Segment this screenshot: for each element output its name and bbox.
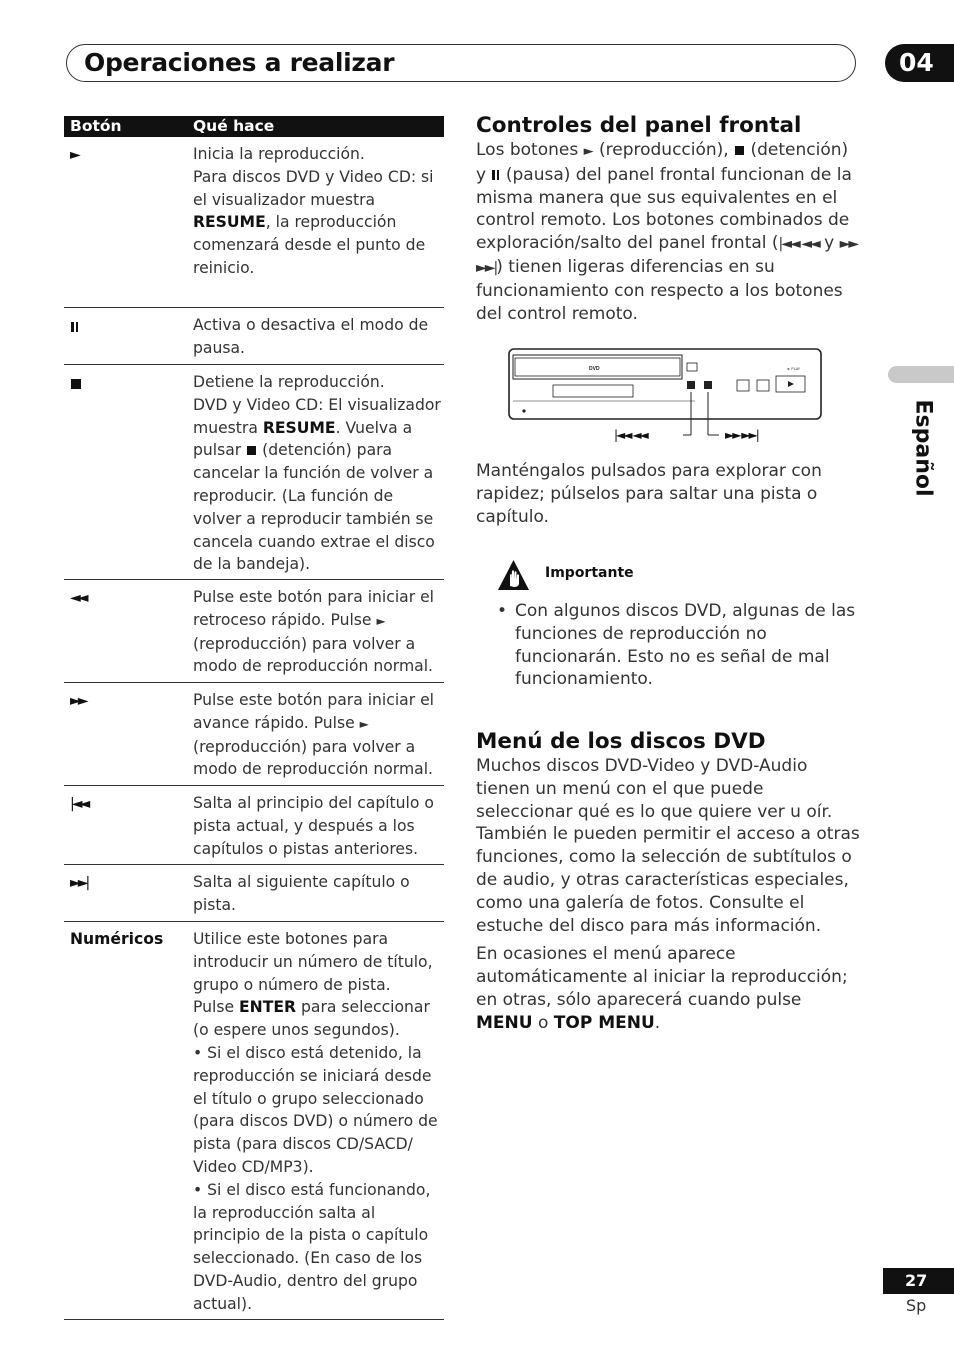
dvd-menu-heading: Menú de los discos DVD bbox=[476, 729, 766, 754]
stop-icon bbox=[70, 374, 82, 397]
reverse-skip-button bbox=[687, 381, 695, 389]
numeric-label: Numéricos bbox=[70, 930, 164, 948]
page-number: 27 bbox=[883, 1268, 954, 1294]
language-code: Sp bbox=[906, 1296, 927, 1315]
fast-forward-symbol: ►► bbox=[70, 693, 86, 709]
row-description: Activa o desactiva el modo de pausa. bbox=[193, 316, 429, 357]
bullet-text: Con algunos discos DVD, algunas de las funciones de reproducción no funcionarán. Esto no es señal de mal funcionamiento. bbox=[515, 601, 856, 690]
dvd-menu-paragraph-2: En ocasiones el menú aparece automáticamente al iniciar la reproducción; en otras, sólo aparecerá cuando pulse MENU o TOP MENU. bbox=[476, 944, 848, 1033]
important-bullet bbox=[497, 600, 861, 691]
front-panel-note: Manténgalos pulsados para explorar con rapidez; púlselos para saltar una pista o capítulo. bbox=[476, 461, 822, 527]
pause-icon bbox=[492, 170, 499, 180]
stop-button bbox=[757, 380, 769, 391]
table-row bbox=[64, 580, 444, 683]
dvd-menu-paragraph-1: Muchos discos DVD-Video y DVD-Audio tienen un menú con el que puede seleccionar qué es lo que quiere ver u oír. También le pueden permitir el acceso a otras funciones, como la selección de subtítulos o de audio, y otras características especiales, como una galería de fotos. Consulte el estuche del disco para más información. bbox=[476, 756, 860, 936]
front-panel-section bbox=[476, 113, 861, 325]
desc-line: Utilice este botones para introducir un número de título, grupo o número de pista. bbox=[193, 930, 433, 994]
desc-line: Inicia la reproducción. bbox=[193, 145, 365, 163]
row-description: Pulse este botón para iniciar el retroceso rápido. Pulse ► (reproducción) para volver a modo de reproducción normal. bbox=[193, 588, 435, 676]
play-symbol: ► bbox=[70, 147, 81, 163]
skip-forward-symbol: ►►| bbox=[70, 875, 88, 891]
column-header-action: Qué hace bbox=[193, 117, 275, 135]
column-header-button: Botón bbox=[70, 117, 122, 135]
row-description: Salta al siguiente capítulo o pista. bbox=[193, 873, 410, 914]
stop-icon bbox=[247, 446, 256, 455]
table-row bbox=[64, 922, 444, 1320]
rewind-symbol: ◄◄ bbox=[70, 590, 86, 606]
table-header bbox=[64, 116, 444, 137]
desc-line: DVD y Video CD: El visualizador muestra RESUME. Vuelva a pulsar (detención) para cancelar la función de volver a reproducir. (La función de volver a reproducir también se cancela cuando extrae el disco de la bandeja). bbox=[193, 395, 441, 574]
pause-icon bbox=[70, 317, 79, 340]
desc-line: Detiene la reproducción. bbox=[193, 373, 385, 391]
front-panel-text: Los botones ► (reproducción), (detención) y (pausa) del panel frontal funcionan de la misma manera que sus equivalentes en el control remoto. Los botones combinados de exploración/salto del panel frontal (|◄◄ ◄◄ y ►► ►►|) tienen ligeras diferencias en su funcionamiento con respecto a los botones del control remoto. bbox=[476, 140, 858, 324]
row-description: Salta al principio del capítulo o pista actual, y después a los capítulos o pistas anteriores. bbox=[193, 794, 434, 858]
table-row bbox=[64, 137, 444, 308]
desc-line: Para discos DVD y Video CD: si el visualizador muestra RESUME, la reproducción comenzará desde el punto de reinicio. bbox=[193, 167, 434, 277]
button-table bbox=[64, 116, 444, 1320]
table-row bbox=[64, 308, 444, 365]
desc-line: • Si el disco está detenido, la reproducción se iniciará desde el título o grupo seleccionado (para discos DVD) o número de pista (para discos CD/SACD/ Video CD/MP3). bbox=[193, 1043, 438, 1176]
table-row bbox=[64, 786, 444, 865]
side-tab-marker bbox=[888, 366, 954, 383]
desc-line: Pulse ENTER para seleccionar (o espere unos segundos). bbox=[193, 998, 430, 1040]
dvd-menu-section bbox=[476, 729, 861, 1035]
row-description: Pulse este botón para iniciar el avance rápido. Pulse ► (reproducción) para volver a modo de reproducción normal. bbox=[193, 691, 435, 779]
stop-icon bbox=[735, 146, 744, 155]
page-title: Operaciones a realizar bbox=[84, 48, 395, 77]
diagram-reverse-label: |◄◄ ◄◄ bbox=[614, 428, 647, 442]
warning-hand-icon bbox=[497, 559, 530, 592]
table-row bbox=[64, 865, 444, 922]
front-panel-diagram bbox=[505, 347, 825, 445]
row-description bbox=[193, 922, 444, 1325]
diagram-forward-label: ►► ►►| bbox=[725, 428, 758, 442]
front-panel-heading: Controles del panel frontal bbox=[476, 113, 802, 138]
row-description bbox=[193, 137, 444, 289]
desc-line: • Si el disco está funcionando, la reproducción salta al principio de la pista o capítulo seleccionado. (En caso de los DVD-Audio, dentro del grupo actual). bbox=[193, 1180, 431, 1313]
play-label: ► PLAY bbox=[787, 367, 801, 371]
bullet-dot: • bbox=[497, 601, 508, 621]
table-row bbox=[64, 365, 444, 580]
forward-skip-button bbox=[704, 381, 712, 389]
chapter-number: 04 bbox=[885, 44, 954, 82]
dvd-logo: DVD bbox=[589, 366, 600, 372]
language-tab: Español bbox=[910, 399, 936, 497]
skip-back-symbol: |◄◄ bbox=[70, 796, 88, 812]
row-description bbox=[193, 365, 444, 585]
important-label: Importante bbox=[545, 565, 634, 581]
open-close-button bbox=[687, 363, 697, 371]
table-row bbox=[64, 683, 444, 786]
pause-button bbox=[737, 380, 749, 391]
